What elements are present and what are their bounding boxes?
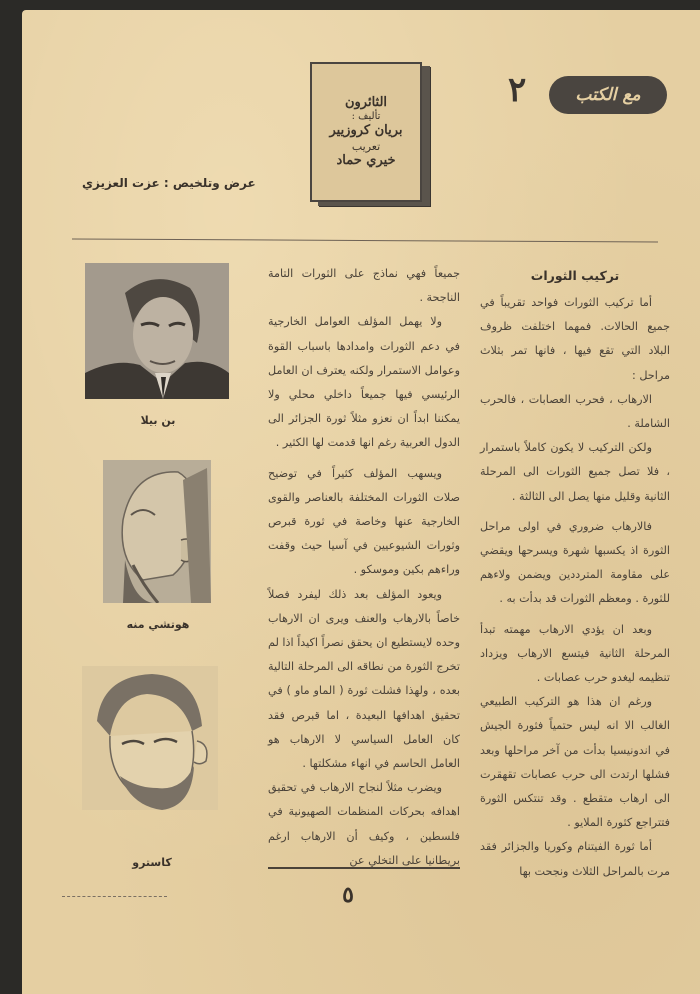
article-column-middle: [268, 262, 460, 873]
paragraph: ولكن التركيب لا يكون كاملاً باستمرار ، فلا تصل جميع الثورات الى المرحلة الثانية وقليل منها يصل الى الثالثة .: [480, 441, 670, 503]
reviewer-credit: عرض وتلخيص : عزت العزيزي: [82, 176, 256, 190]
paragraph: ورغم ان هذا هو التركيب الطبيعي الغالب الا انه ليس حتمياً فثورة الجيش في اندونيسيا بدأت من آخر مراحلها وبعد فشلها ارتدت الى حرب عصابات تقهقرت الى ارهاب متقطع . وقد تنتكس الثورة فتتراجع كثورة الملايو .: [480, 695, 670, 830]
paragraph: الارهاب ، فحرب العصابات ، فالحرب الشاملة .: [480, 392, 670, 431]
section-heading: تركيب الثورات: [530, 268, 620, 283]
magazine-page: [22, 10, 700, 994]
paragraph: أما تركيب الثورات فواحد تقريباً في جميع الحالات. فمهما اختلفت ظروف البلاد التي تقع فيها ، فانها تمر بثلاث مراحل :: [480, 296, 670, 382]
paragraph: فالارهاب ضروري في اولى مراحل الثورة اذ يكسبها شهرة ويسرحها ويقضي على مقاومة المترددين ويضمن ولاءهم للثورة . ومعظم الثورات قد بدأت به .: [480, 519, 670, 606]
paragraph: أما ثورة الفيتنام وكوريا والجزائر فقد مرت بالمراحل الثلاث ونجحت بها: [480, 840, 670, 878]
portrait-caption: بن بيلا: [140, 414, 176, 427]
paragraph: وبعد ان يؤدي الارهاب مهمته تبدأ المرحلة الثانية فيتسع الارهاب ويزداد تنظيمه ليغدو حرب عصابات .: [480, 622, 670, 685]
book-cover: [310, 62, 422, 202]
book-translator-label: تعريب: [351, 139, 381, 153]
portrait-caption: كاسترو: [132, 856, 172, 869]
paragraph: ويعود المؤلف بعد ذلك ليفرد فصلاً خاصاً بالارهاب والعنف ويرى ان الارهاب وحده لايستطيع ان يحقق نصراً اكيداً اذا لم تخرج الثورة من نطاقه الى المرحلة التالية بعده ، ولهذا فشلت ثورة ( الماو ماو ) في تحقيق اهدافها البعيدة ، اما قبرص فقد كان العامل السياسي لا الارهاب هو العامل الحاسم في انهاء مشكلتها .: [268, 587, 460, 771]
paragraph: ويسهب المؤلف كثيراً في توضيح صلات الثورات المختلفة بالعناصر والقوى الخارجية عنها وخاصة في ثورة قبرص وثورات الشيوعيين في آسيا حيث وقفت وراءهم بكين وموسكو .: [268, 466, 460, 577]
portrait-drawing-ho-chi-minh: [103, 460, 211, 603]
paragraph: جميعاً فهي نماذج على الثورات التامة الناجحة .: [268, 267, 460, 305]
book-title: الثائرون: [344, 94, 388, 110]
paragraph: ويضرب مثلاً لنجاح الارهاب في تحقيق اهدافه بحركات المنظمات الصهيونية في فلسطين ، وكيف أن الارهاب ارغم بريطانيا على التخلي عن: [268, 781, 460, 867]
series-number: ٢: [508, 70, 527, 110]
page-number: ٥: [342, 882, 354, 908]
book-author-label: تأليف :: [351, 110, 381, 122]
book-translator: خيري حماد: [336, 153, 396, 169]
header-divider: [72, 238, 658, 242]
paragraph: ولا يهمل المؤلف العوامل الخارجية في دعم الثورات وامدادها باسباب القوة وعوامل الاستمرار ولكنه يعترف ان العامل الرئيسي فيها جميعاً داخلي محلي ولا يمكننا ابداً ان نعزو مثلاً ثورة الجزائر الى الدول العربية رغم انها قدمت لها الكثير .: [268, 315, 460, 450]
margin-mark: [62, 896, 167, 897]
section-badge: مع الكتب: [549, 76, 667, 114]
portrait-photo-ben-bella: [85, 263, 229, 399]
portrait-caption: هوتشي منه: [126, 618, 190, 631]
text-underline: [268, 867, 460, 869]
portrait-drawing-castro: [82, 666, 218, 810]
article-column-right: [480, 263, 670, 884]
book-author: بريان كروزيير: [329, 123, 403, 139]
